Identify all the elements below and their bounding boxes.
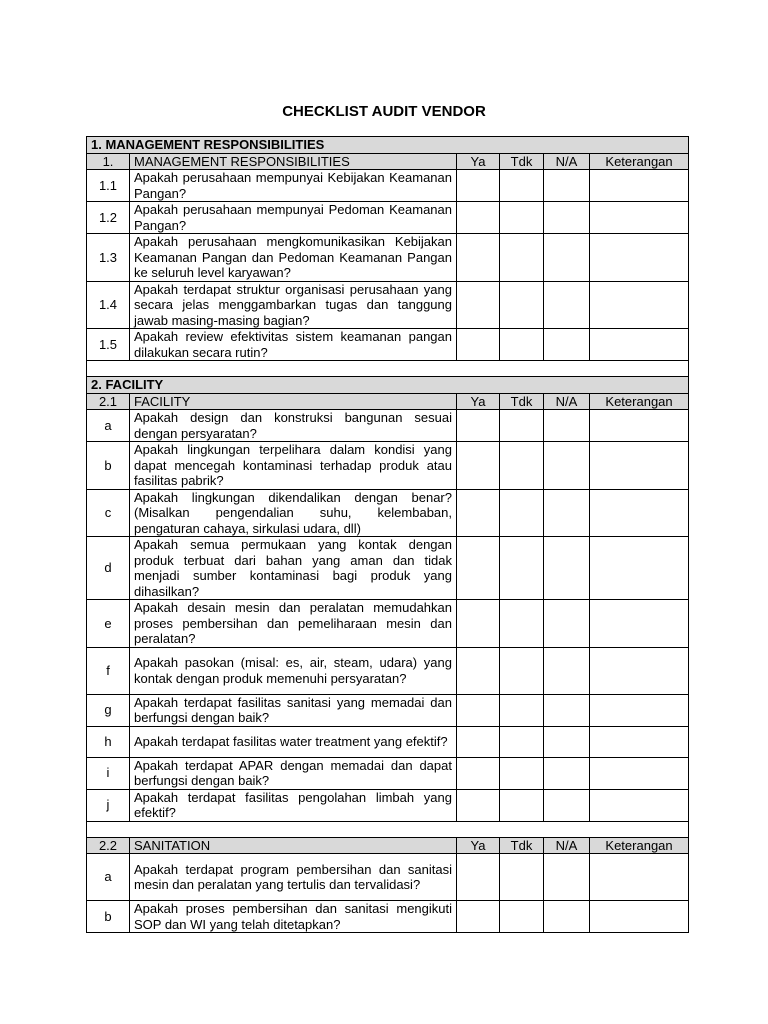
checklist-row [87,600,689,648]
keterangan-cell[interactable] [590,281,689,329]
checklist-row [87,489,689,537]
answer-na-cell[interactable] [544,901,590,933]
answer-tdk-cell[interactable] [500,789,544,821]
spacer-cell [87,361,689,377]
answer-ya-cell[interactable] [457,170,500,202]
item-question: Apakah perusahaan mempunyai Pedoman Keamanan Pangan? [130,202,457,234]
answer-ya-cell[interactable] [457,234,500,282]
answer-na-cell[interactable] [544,329,590,361]
answer-ya-cell[interactable] [457,442,500,490]
checklist-row [87,901,689,933]
item-question: Apakah desain mesin dan peralatan memudahkan proses pembersihan dan pemeliharaan mesin dan peralatan? [130,600,457,648]
checklist-row [87,757,689,789]
item-question: Apakah terdapat struktur organisasi perusahaan yang secara jelas menggambarkan tugas dan tanggung jawab masing-masing bagian? [130,281,457,329]
item-number: f [87,647,130,694]
item-number: e [87,600,130,648]
answer-na-cell[interactable] [544,726,590,757]
answer-na-cell[interactable] [544,647,590,694]
item-question: Apakah pasokan (misal: es, air, steam, udara) yang kontak dengan produk memenuhi persyaratan? [130,647,457,694]
answer-na-cell[interactable] [544,410,590,442]
answer-na-cell[interactable] [544,234,590,282]
answer-ya-cell[interactable] [457,726,500,757]
column-header-tdk: Tdk [500,837,544,854]
answer-ya-cell[interactable] [457,694,500,726]
answer-ya-cell[interactable] [457,202,500,234]
item-question: Apakah perusahaan mempunyai Kebijakan Keamanan Pangan? [130,170,457,202]
keterangan-cell[interactable] [590,854,689,901]
answer-tdk-cell[interactable] [500,726,544,757]
subsection-number: 1. [87,153,130,170]
item-question: Apakah review efektivitas sistem keamanan pangan dilakukan secara rutin? [130,329,457,361]
subsection-label: MANAGEMENT RESPONSIBILITIES [130,153,457,170]
column-header-ya: Ya [457,393,500,410]
answer-na-cell[interactable] [544,789,590,821]
checklist-row [87,281,689,329]
keterangan-cell[interactable] [590,789,689,821]
checklist-row [87,442,689,490]
checklist-row [87,410,689,442]
checklist-row [87,537,689,600]
answer-na-cell[interactable] [544,442,590,490]
item-question: Apakah terdapat fasilitas pengolahan limbah yang efektif? [130,789,457,821]
answer-ya-cell[interactable] [457,901,500,933]
item-number: i [87,757,130,789]
column-header-na: N/A [544,153,590,170]
column-header-row [87,393,689,410]
keterangan-cell[interactable] [590,726,689,757]
answer-tdk-cell[interactable] [500,281,544,329]
answer-na-cell[interactable] [544,757,590,789]
answer-na-cell[interactable] [544,489,590,537]
subsection-label: FACILITY [130,393,457,410]
checklist-row [87,647,689,694]
item-number: b [87,901,130,933]
keterangan-cell[interactable] [590,901,689,933]
answer-na-cell[interactable] [544,281,590,329]
answer-tdk-cell[interactable] [500,170,544,202]
answer-tdk-cell[interactable] [500,600,544,648]
item-number: a [87,854,130,901]
answer-tdk-cell[interactable] [500,329,544,361]
column-header-keterangan: Keterangan [590,837,689,854]
keterangan-cell[interactable] [590,537,689,600]
answer-na-cell[interactable] [544,600,590,648]
answer-na-cell[interactable] [544,202,590,234]
item-number: 1.4 [87,281,130,329]
item-question: Apakah terdapat APAR dengan memadai dan dapat berfungsi dengan baik? [130,757,457,789]
checklist-row [87,234,689,282]
column-header-keterangan: Keterangan [590,393,689,410]
answer-ya-cell[interactable] [457,329,500,361]
answer-ya-cell[interactable] [457,281,500,329]
section-heading: 1. MANAGEMENT RESPONSIBILITIES [87,137,689,154]
checklist-row [87,329,689,361]
answer-na-cell[interactable] [544,537,590,600]
item-question: Apakah lingkungan dikendalikan dengan benar? (Misalkan pengendalian suhu, kelembaban, pengaturan cahaya, sirkulasi udara, dll) [130,489,457,537]
answer-tdk-cell[interactable] [500,901,544,933]
column-header-ya: Ya [457,837,500,854]
keterangan-cell[interactable] [590,442,689,490]
keterangan-cell[interactable] [590,202,689,234]
item-question: Apakah terdapat program pembersihan dan sanitasi mesin dan peralatan yang tertulis dan tervalidasi? [130,854,457,901]
item-number: g [87,694,130,726]
item-number: b [87,442,130,490]
keterangan-cell[interactable] [590,170,689,202]
item-number: 1.5 [87,329,130,361]
column-header-row [87,837,689,854]
item-question: Apakah design dan konstruksi bangunan sesuai dengan persyaratan? [130,410,457,442]
answer-ya-cell[interactable] [457,647,500,694]
spacer-row [87,361,689,377]
keterangan-cell[interactable] [590,694,689,726]
answer-ya-cell[interactable] [457,537,500,600]
keterangan-cell[interactable] [590,410,689,442]
checklist-row [87,694,689,726]
spacer-row [87,821,689,837]
column-header-keterangan: Keterangan [590,153,689,170]
answer-tdk-cell[interactable] [500,647,544,694]
item-number: d [87,537,130,600]
item-question: Apakah lingkungan terpelihara dalam kondisi yang dapat mencegah kontaminasi terhadap produk atau fasilitas pabrik? [130,442,457,490]
page-title: CHECKLIST AUDIT VENDOR [282,103,486,120]
answer-tdk-cell[interactable] [500,442,544,490]
keterangan-cell[interactable] [590,757,689,789]
answer-tdk-cell[interactable] [500,757,544,789]
item-question: Apakah terdapat fasilitas water treatment yang efektif? [130,726,457,757]
column-header-row [87,153,689,170]
answer-ya-cell[interactable] [457,789,500,821]
item-number: h [87,726,130,757]
item-number: 1.2 [87,202,130,234]
keterangan-cell[interactable] [590,329,689,361]
keterangan-cell[interactable] [590,600,689,648]
answer-ya-cell[interactable] [457,489,500,537]
answer-tdk-cell[interactable] [500,234,544,282]
column-header-na: N/A [544,393,590,410]
section-heading: 2. FACILITY [87,377,689,394]
item-question: Apakah proses pembersihan dan sanitasi mengikuti SOP dan WI yang telah ditetapkan? [130,901,457,933]
answer-tdk-cell[interactable] [500,694,544,726]
section-heading-row [87,137,689,154]
item-question: Apakah semua permukaan yang kontak dengan produk terbuat dari bahan yang aman dan tidak menjadi sumber kontaminasi bagi produk yang dihasilkan? [130,537,457,600]
section-heading-row [87,377,689,394]
item-number: j [87,789,130,821]
answer-tdk-cell[interactable] [500,410,544,442]
subsection-number: 2.2 [87,837,130,854]
answer-tdk-cell[interactable] [500,202,544,234]
column-header-ya: Ya [457,153,500,170]
answer-ya-cell[interactable] [457,757,500,789]
answer-ya-cell[interactable] [457,854,500,901]
keterangan-cell[interactable] [590,234,689,282]
keterangan-cell[interactable] [590,647,689,694]
subsection-label: SANITATION [130,837,457,854]
checklist-row [87,789,689,821]
answer-tdk-cell[interactable] [500,489,544,537]
answer-na-cell[interactable] [544,170,590,202]
audit-checklist-table [86,136,689,933]
subsection-number: 2.1 [87,393,130,410]
column-header-na: N/A [544,837,590,854]
answer-na-cell[interactable] [544,694,590,726]
column-header-tdk: Tdk [500,393,544,410]
answer-tdk-cell[interactable] [500,854,544,901]
answer-na-cell[interactable] [544,854,590,901]
answer-ya-cell[interactable] [457,600,500,648]
answer-tdk-cell[interactable] [500,537,544,600]
column-header-tdk: Tdk [500,153,544,170]
item-question: Apakah terdapat fasilitas sanitasi yang memadai dan berfungsi dengan baik? [130,694,457,726]
checklist-row [87,854,689,901]
answer-ya-cell[interactable] [457,410,500,442]
checklist-row [87,202,689,234]
checklist-row [87,170,689,202]
spacer-cell [87,821,689,837]
keterangan-cell[interactable] [590,489,689,537]
item-number: c [87,489,130,537]
item-number: 1.3 [87,234,130,282]
item-number: 1.1 [87,170,130,202]
item-number: a [87,410,130,442]
item-question: Apakah perusahaan mengkomunikasikan Kebijakan Keamanan Pangan dan Pedoman Keamanan Pangan ke seluruh level karyawan? [130,234,457,282]
checklist-row [87,726,689,757]
